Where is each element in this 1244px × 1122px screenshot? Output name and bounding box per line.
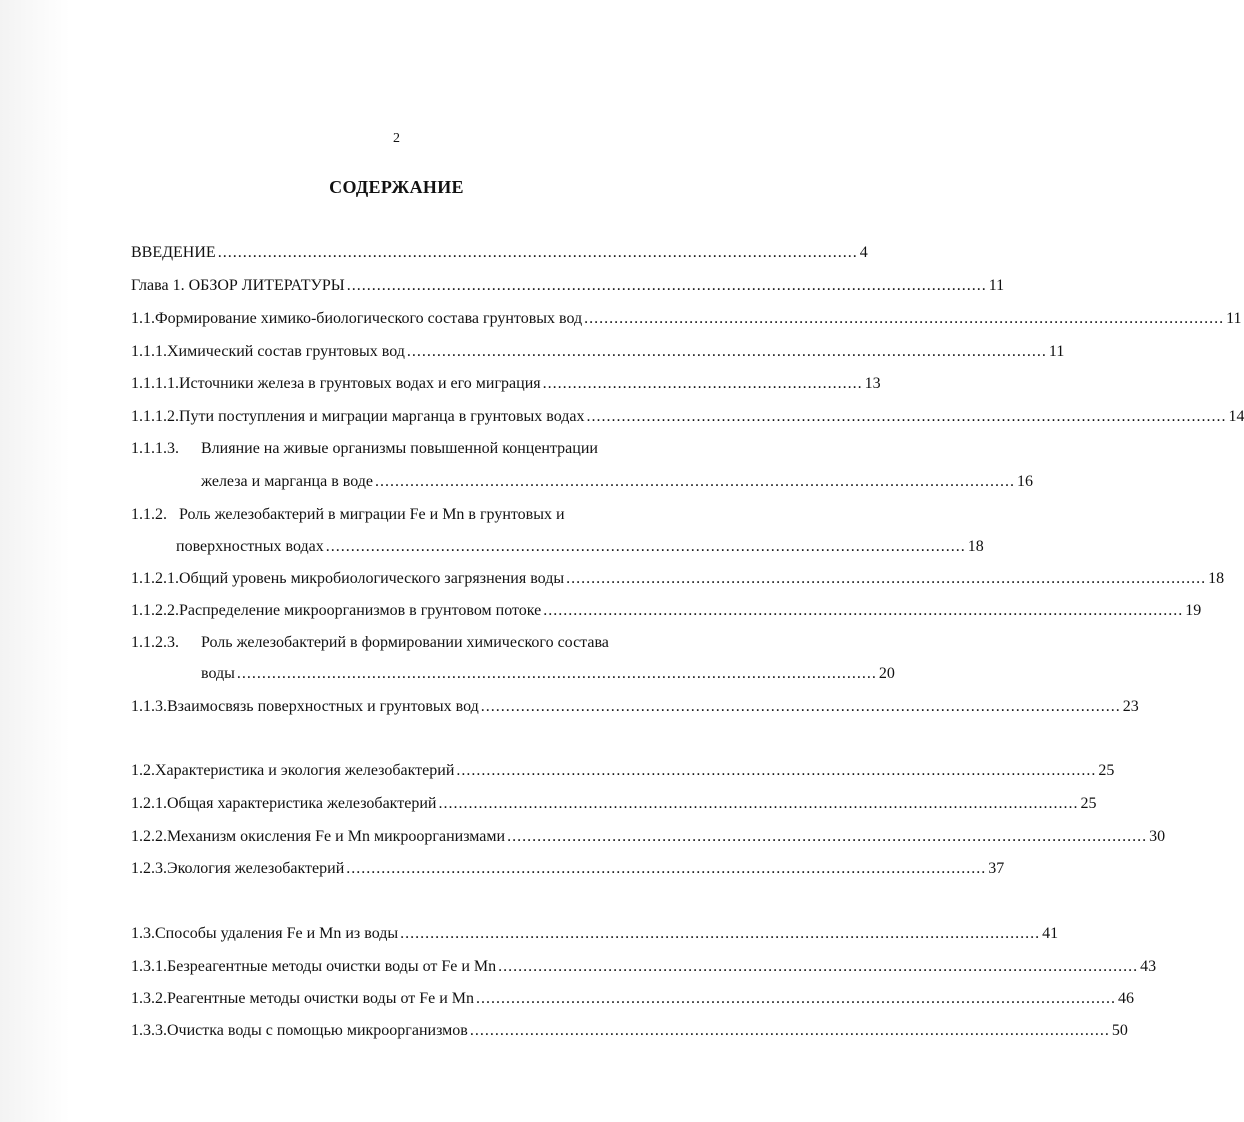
toc-entry-1-3-2 (131, 989, 1135, 1009)
toc-page: 23 (1122, 698, 1139, 715)
dot-leader: ................................................................................................................................ (346, 860, 987, 877)
dot-leader: ................................................................................................................................ (375, 473, 1015, 490)
dot-leader: ................................................................................................................................ (476, 990, 1117, 1007)
toc-entry-1-1-2-2 (131, 601, 1202, 621)
toc-number: 1.1.2.1. (131, 570, 179, 587)
dot-leader: ................................................................................................................................ (480, 698, 1121, 715)
dot-leader: ................................................................................................................................ (400, 925, 1041, 942)
toc-label: воды (201, 665, 235, 682)
toc-number: 1.1.1. (131, 343, 167, 360)
toc-page: 50 (1111, 1022, 1128, 1039)
toc-page: 30 (1149, 828, 1166, 845)
toc-number: 1.1.1.1. (131, 375, 179, 392)
toc-entry-1-3-3 (131, 1021, 1128, 1041)
toc-label: Характеристика и экология железобактерий (155, 762, 455, 779)
toc-page: 18 (1208, 570, 1225, 587)
toc-entry-1-1-3 (131, 697, 1139, 717)
dot-leader: ................................................................................................................................ (325, 538, 966, 555)
toc-label: Формирование химико-биологического состава грунтовых вод (155, 310, 583, 327)
toc-number: 1.1.2.2. (131, 602, 179, 619)
toc-label: Экология железобактерий (167, 860, 345, 877)
toc-entry-1-2-1 (131, 794, 1097, 814)
toc-number: 1.1.3. (131, 698, 167, 715)
toc-entry-chapter-1 (131, 276, 1005, 296)
toc-number: 1.2. (131, 762, 155, 779)
toc-number: 1.1.2. (131, 506, 167, 523)
dot-leader: ................................................................ (542, 375, 863, 392)
toc-entry-1-1-2-3 (131, 633, 609, 653)
toc-number: 1.2.3. (131, 860, 167, 877)
toc-number: 1.1. (131, 310, 155, 327)
toc-entry-1-1-1-2 (131, 407, 1244, 427)
toc-page: 46 (1118, 990, 1135, 1007)
toc-page: 14 (1228, 408, 1244, 425)
page-number: 2 (393, 131, 400, 146)
toc-number: 1.3.3. (131, 1022, 167, 1039)
toc-number: 1.3.1. (131, 958, 167, 975)
toc-label: Общая характеристика железобактерий (167, 795, 437, 812)
dot-leader: ................................................................................................................................ (586, 408, 1227, 425)
dot-leader: ................................................................................................................................ (507, 828, 1148, 845)
toc-entry-1-3 (131, 924, 1059, 944)
toc-label: Реагентные методы очистки воды от Fe и Mn (167, 990, 475, 1007)
dot-leader: ................................................................................................................................ (217, 244, 858, 261)
toc-number: 1.2.2. (131, 828, 167, 845)
dot-leader: ................................................................................................................................ (584, 310, 1225, 327)
toc-entry-1-1-1-3-cont (201, 472, 1033, 492)
toc-page: 18 (967, 538, 984, 555)
toc-page: 20 (878, 665, 895, 682)
toc-entry-1-2 (131, 761, 1115, 781)
toc-label: поверхностных водах (176, 538, 324, 555)
toc-label: железа и марганца в воде (201, 473, 373, 490)
toc-entry-1-1-2 (131, 505, 565, 525)
toc-entry-1-1-2-3-cont (201, 664, 895, 684)
toc-entry-1-1-1-1 (131, 374, 881, 394)
toc-page: 43 (1140, 958, 1157, 975)
dot-leader: ................................................................................................................................ (566, 570, 1207, 587)
toc-page: 37 (988, 860, 1005, 877)
toc-label: Роль железобактерий в миграции Fe и Mn в грунтовых и (179, 506, 565, 523)
toc-page: 11 (1226, 310, 1242, 327)
toc-number: 1.1.1.2. (131, 408, 179, 425)
toc-page: 25 (1080, 795, 1097, 812)
dot-leader: ................................................................................................................................ (438, 795, 1079, 812)
toc-entry-1-2-2 (131, 827, 1166, 847)
toc-label: Способы удаления Fe и Mn из воды (155, 925, 399, 942)
toc-page: 16 (1017, 473, 1033, 490)
toc-page: 19 (1185, 602, 1202, 619)
toc-page: 13 (864, 375, 881, 392)
toc-label: Безреагентные методы очистки воды от Fe и Mn (167, 958, 497, 975)
toc-entry-1-1-1 (131, 342, 1065, 362)
toc-number: 1.1.1.3. (131, 440, 179, 457)
toc-page: 4 (859, 244, 868, 261)
toc-label: Роль железобактерий в формировании химического состава (201, 634, 609, 651)
toc-label: Очистка воды с помощью микроорганизмов (167, 1022, 468, 1039)
dot-leader: ................................................................................................................................ (406, 343, 1047, 360)
toc-label: Распределение микроорганизмов в грунтовом потоке (179, 602, 542, 619)
toc-label: Источники железа в грунтовых водах и его миграция (179, 375, 541, 392)
toc-entry-1-2-3 (131, 859, 1005, 879)
dot-leader: ................................................................................................................................ (456, 762, 1097, 779)
toc-page: 41 (1042, 925, 1059, 942)
toc-number: 1.3. (131, 925, 155, 942)
toc-entry-1-3-1 (131, 957, 1157, 977)
dot-leader: ................................................................................................................................ (236, 665, 877, 682)
toc-number: 1.2.1. (131, 795, 167, 812)
toc-page: 25 (1098, 762, 1115, 779)
toc-label: Механизм окисления Fe и Mn микроорганизмами (167, 828, 506, 845)
toc-page: 11 (1048, 343, 1065, 360)
toc-entry-1-1-2-1 (131, 569, 1225, 589)
toc-label: Пути поступления и миграции марганца в грунтовых водах (179, 408, 585, 425)
dot-leader: ................................................................................................................................ (543, 602, 1184, 619)
toc-label: Взаимосвязь поверхностных и грунтовых вод (167, 698, 479, 715)
toc-number: 1.1.2.3. (131, 634, 179, 651)
toc-page: 11 (988, 277, 1005, 294)
toc-entry-introduction (131, 243, 868, 263)
page-title: СОДЕРЖАНИЕ (329, 177, 464, 197)
toc-label: Глава 1. ОБЗОР ЛИТЕРАТУРЫ (131, 277, 345, 294)
toc-label: ВВЕДЕНИЕ (131, 244, 216, 261)
dot-leader: ................................................................................................................................ (498, 958, 1139, 975)
dot-leader: ................................................................................................................................ (346, 277, 987, 294)
toc-label: Химический состав грунтовых вод (167, 343, 405, 360)
toc-label: Влияние на живые организмы повышенной концентрации (201, 440, 598, 457)
toc-entry-1-1 (131, 309, 1242, 329)
dot-leader: ................................................................................................................................ (469, 1022, 1110, 1039)
toc-label: Общий уровень микробиологического загрязнения воды (179, 570, 565, 587)
toc-entry-1-1-2-cont (176, 537, 984, 557)
toc-entry-1-1-1-3 (131, 439, 598, 459)
toc-number: 1.3.2. (131, 990, 167, 1007)
